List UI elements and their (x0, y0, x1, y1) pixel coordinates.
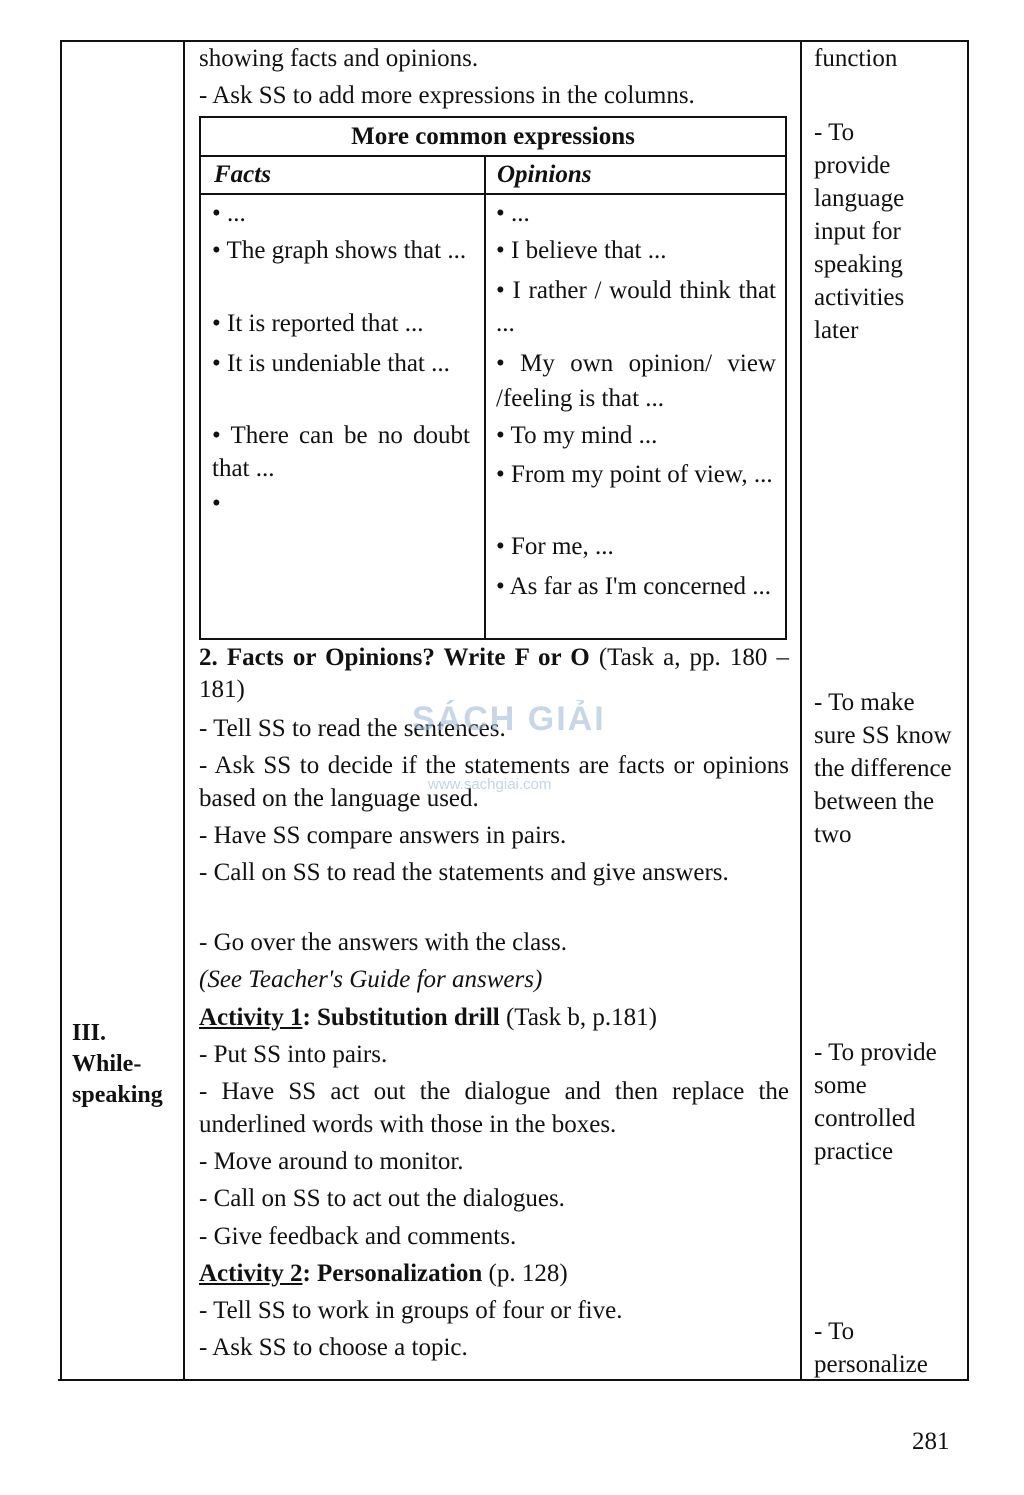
activity2-ref: (p. 128) (482, 1260, 568, 1287)
activity2-step: - Ask SS to choose a topic. (199, 1334, 468, 1361)
fact-item: • The graph shows that ... (212, 237, 467, 264)
table-divider-1 (183, 40, 185, 1381)
fact-item: • It is undeniable that ... (212, 350, 450, 377)
task2-step: - Ask SS to decide if the statements are facts or opinions based on the language used. (199, 752, 789, 812)
opinion-item: • As far as I'm concerned ... (496, 573, 771, 600)
activity1-step: - Put SS into pairs. (199, 1041, 388, 1068)
task2-step: - Go over the answers with the class. (199, 929, 567, 956)
intro-line-2: - Ask SS to add more expressions in the columns. (199, 82, 695, 109)
watermark-logo: SÁCH GIẢI (412, 700, 606, 738)
stage-label (72, 1018, 163, 1111)
activity1-step: - Call on SS to act out the dialogues. (199, 1185, 565, 1212)
activity1-ref: (Task b, p.181) (499, 1004, 657, 1031)
stage-number: III. (72, 1020, 107, 1046)
table-divider-2 (800, 40, 802, 1381)
purpose-item: - To make sure SS know the difference between the two (814, 689, 952, 848)
activity1-title: : Substitution drill (302, 1004, 500, 1031)
intro-line-1: showing facts and opinions. (199, 45, 479, 72)
task2-step: - Have SS compare answers in pairs. (199, 822, 567, 849)
table-rule (201, 155, 785, 157)
task2-title: 2. Facts or Opinions? Write F or O (199, 644, 590, 671)
purpose-item: - To provide language input for speaking activities later (814, 119, 905, 344)
column-divider (484, 155, 486, 638)
task2-ref: (Task a, pp. 180 – 181) (199, 644, 789, 703)
watermark-url: www.sachgiai.com (428, 776, 552, 793)
activity2-label: Activity 2 (199, 1260, 303, 1287)
opinions-header: Opinions (497, 161, 592, 188)
fact-item: • There can be no doubt that ... (212, 422, 470, 482)
table-border-right (967, 40, 969, 1381)
task2-note: (See Teacher's Guide for answers) (199, 966, 543, 993)
activity2-title: : Personalization (302, 1260, 483, 1287)
task2-heading (199, 642, 789, 706)
activity2-step: - Tell SS to work in groups of four or five. (199, 1297, 623, 1324)
table-border-left (60, 40, 62, 1381)
stage-name-1: While- (72, 1051, 142, 1077)
activity1-step: - Move around to monitor. (199, 1148, 464, 1175)
fact-item: • (212, 490, 221, 517)
stage-name-2: speaking (72, 1082, 163, 1108)
opinion-item: • I rather / would think that ... (496, 277, 776, 337)
opinion-item: • From my point of view, ... (496, 461, 773, 488)
purpose-item: - To personalize (814, 1318, 928, 1378)
activity1-step: - Have SS act out the dialogue and then replace the underlined words with those in the boxes. (199, 1078, 789, 1138)
table-rule (201, 193, 785, 195)
task2-step: - Call on SS to read the statements and give answers. (199, 859, 729, 886)
page-number: 281 (912, 1428, 950, 1455)
opinion-item: • ... (496, 200, 530, 227)
activity2-heading (199, 1257, 789, 1290)
activity1-step: - Give feedback and comments. (199, 1223, 517, 1250)
activity1-heading (199, 1001, 789, 1034)
activity1-label: Activity 1 (199, 1004, 303, 1031)
facts-header: Facts (214, 161, 271, 188)
fact-item: • ... (212, 200, 246, 227)
opinion-item: • To my mind ... (496, 422, 658, 449)
task2-step: - Tell SS to read the sentences. (199, 715, 506, 742)
opinion-item: • For me, ... (496, 533, 614, 560)
purpose-item: function (814, 45, 898, 72)
opinion-item: • My own opinion/ view /feeling is that ... (496, 350, 776, 412)
expressions-table-title: More common expressions (351, 123, 635, 150)
opinion-item: • I believe that ... (496, 237, 667, 264)
purpose-item: - To provide some controlled practice (814, 1039, 937, 1165)
fact-item: • It is reported that ... (212, 310, 424, 337)
